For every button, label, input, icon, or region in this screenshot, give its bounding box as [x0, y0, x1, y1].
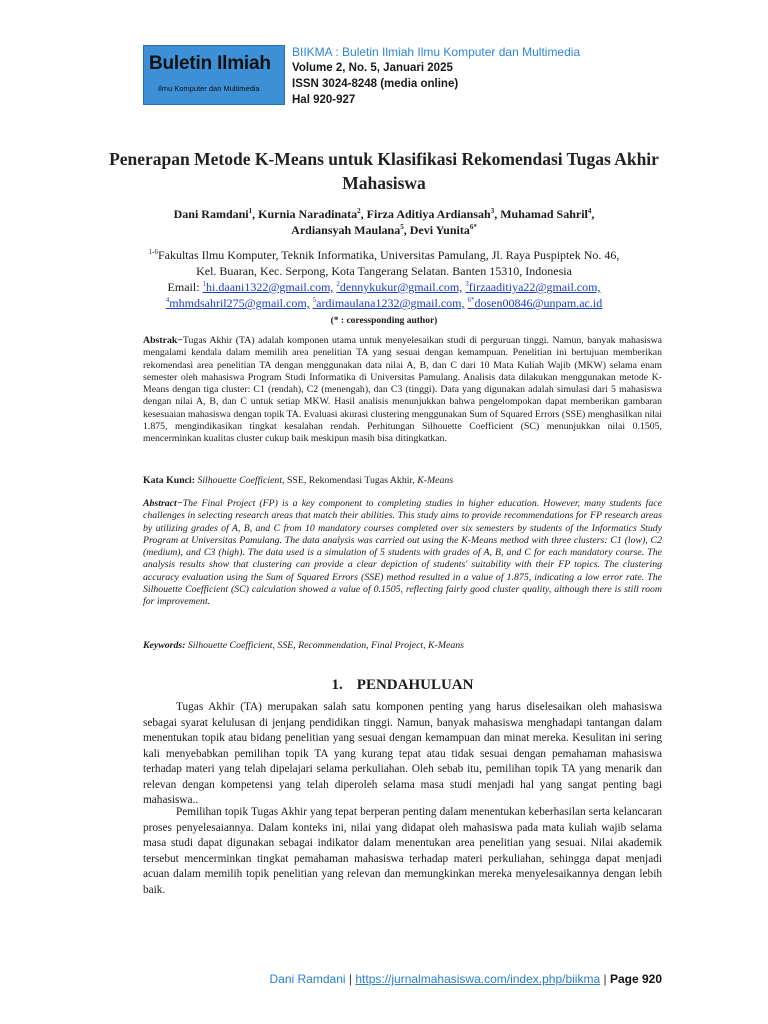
- email-link[interactable]: $^{6*}$dosen00846@unpam.ac.id: [467, 296, 603, 310]
- section-number: 1.: [331, 677, 343, 693]
- abstract-text: The Final Project (FP) is a key component to completing studies in higher education. However, many students face challenges in selecting research areas that match their abilities. This study aims to provide recommendations for FP research areas by utilizing grades of A, B, and C from 10 mandatory courses completed over six semesters by students of the Informatics Study Program at Universitas Pamulang. The data analysis was carried out using the K-Means method with three clusters: C1 (low), C2 (medium), and C3 (high). The data used is a simulation of 5 students with grades of A, B, and C for each mandatory course. The analysis results show that clustering can provide a clear depiction of students' suitability with their FP topics. The clustering accuracy evaluation using the Sum of Squared Errors (SSE) method resulted in a value of 1.875, indicating a low error rate. The Silhouette Coefficient (SC) calculation showed a value of 0.1505, reflecting fairly good cluster quality, although there is still room for improvement.: [143, 498, 662, 608]
- email-label: Email:: [167, 280, 200, 294]
- email-list: [166, 280, 602, 310]
- email-link[interactable]: $^3$firzaaditiya22@gmail.com,: [465, 280, 601, 294]
- journal-pages: Hal 920-927: [292, 94, 356, 106]
- section-heading: [143, 677, 662, 694]
- author-name: Firza Aditiya Ardiansah: [366, 207, 491, 221]
- author-name: Muhamad Sahril: [500, 207, 588, 221]
- affiliation-line: Fakultas Ilmu Komputer, Teknik Informatika, Universitas Pamulang, Jl. Raya Puspiptek No. 46,: [157, 248, 620, 262]
- journal-name: BIIKMA : Buletin Ilmiah Ilmu Komputer dan Multimedia: [292, 45, 581, 59]
- affiliation-line: Kel. Buaran, Kec. Serpong, Kota Tangerang Selatan. Banten 15310, Indonesia: [196, 264, 572, 278]
- page-number: Page 920: [609, 972, 662, 986]
- keywords-indonesian: [143, 475, 662, 487]
- logo-subtitle: Ilmu Komputer dan Multimedia: [158, 84, 260, 93]
- author-sup: 5: [400, 223, 404, 231]
- logo-title: Buletin Ilmiah: [149, 53, 271, 74]
- body-paragraph: Pemilihan topik Tugas Akhir yang tepat berperan penting dalam menentukan keberhasilan serta kelancaran proses penyelesaiannya. Dalam konteks ini, nilai yang didapat oleh mahasiswa pada mata kuliah wajib selama masa studi dapat digunakan sebagai indikator dalam menentukan area penelitian yang sesuai. Nilai akademik tersebut mencerminkan tingkat pemahaman mahasiswa terhadap materi perkuliahan, sehingga dapat menjadi acuan dalam memilih topik penelitian yang relevan dan memungkinkan mereka menyelesaikannya dengan lebih baik.: [143, 806, 662, 896]
- abstract-text: Tugas Akhir (TA) adalah komponen utama untuk menyelesaikan studi di perguruan tinggi. Namun, banyak mahasiswa mengalami kendala dalam memilih area penelitian TA yang sesuai dengan kemampuan. Penelitian ini bertujuan memberikan rekomendasi area penelitian TA dengan menggunakan data nilai A, B, dan C dari 10 Mata Kuliah Wajib (MKW) selama enam semester oleh mahasiswa Program Studi Informatika di Universitas Pamulang. Analisis data dilakukan menggunakan metode K-Means dengan tiga cluster: C1 (rendah), C2 (menengah), dan C3 (tinggi). Data yang digunakan adalah simulasi dari 5 mahasiswa dengan nilai A, B, dan C untuk setiap MKW. Hasil analisis menunjukkan bahwa pengelompokan dapat memberikan gambaran kesesuaian mahasiswa dengan topik TA. Evaluasi akurasi clustering menggunakan Sum of Squared Errors (SSE) menghasilkan nilai 1.875, mengindikasikan tingkat kesalahan rendah. Perhitungan Silhouette Coefficient (SC) menunjukkan nilai 0.1505, mencerminkan kualitas cluster cukup baik meskipun masih bisa ditingkatkan.: [143, 335, 662, 445]
- journal-info: [292, 44, 580, 108]
- footer-url-link[interactable]: https://jurnalmahasiswa.com/index.php/biikma: [355, 972, 601, 986]
- corresponding-note: (* : coressponding author): [330, 316, 438, 326]
- author-sup: 3: [490, 207, 495, 215]
- abstract-label: Abstract−: [143, 498, 183, 509]
- email-link[interactable]: $^4$mhmdsahril275@gmail.com,: [165, 296, 310, 310]
- page-footer: [270, 972, 663, 986]
- author-name: Devi Yunita: [409, 223, 470, 237]
- affiliation-sup: 1-6: [148, 248, 158, 256]
- author-list: Dani Ramdani$^1$, Kurnia Naradinata$^2$, Firza Aditiya Ardiansah$^3$, Muhamad Sahril$^4$, Ardiansyah Maulana$^5$, Devi Yunita$^{6*}$: [173, 207, 595, 237]
- author-name: Ardiansyah Maulana: [291, 223, 401, 237]
- journal-issn: ISSN 3024-8248 (media online): [292, 78, 459, 90]
- paper-title: Penerapan Metode K-Means untuk Klasifikasi Rekomendasi Tugas Akhir Mahasiswa: [109, 149, 659, 193]
- author-name: Dani Ramdani: [173, 207, 249, 221]
- keyword-italic: K-Means: [417, 475, 454, 486]
- abstract-english: [143, 498, 662, 609]
- author-name: Kurnia Naradinata: [258, 207, 358, 221]
- author-sup: 1: [248, 207, 253, 215]
- email-link[interactable]: $^2$dennykukur@gmail.com,: [336, 280, 463, 294]
- abstract-label: Abstrak−: [143, 335, 183, 346]
- abstract-indonesian: [143, 335, 662, 446]
- section-title: PENDAHULUAN: [356, 677, 474, 693]
- author-sup: 6*: [469, 223, 477, 231]
- keyword-text: , SSE, Rekomendasi Tugas Akhir,: [282, 475, 418, 486]
- footer-separator: |: [603, 972, 607, 986]
- email-link[interactable]: $^1$hi.daani1322@gmail.com,: [202, 280, 334, 294]
- affiliation: [80, 247, 688, 329]
- keywords-label: Kata Kunci:: [143, 475, 195, 486]
- footer-separator: |: [348, 972, 353, 986]
- body-paragraph: Tugas Akhir (TA) merupakan salah satu komponen penting yang harus diselesaikan oleh mahasiswa sebagai syarat kelulusan di jenjang pendidikan tinggi. Namun, banyak mahasiswa menghadapi tantangan dalam menentukan topik atau bidang penelitian yang sesuai dengan kemampuan dan minat mereka. Kesulitan ini sering kali menyebabkan pemilihan topik TA yang kurang tepat atau tidak sesuai dengan pemahaman mahasiswa terhadap materi yang telah dipelajari selama perkuliahan. Oleh sebab itu, pemilihan topik TA yang menarik dan relevan dengan kompetensi yang telah diperoleh selama masa studi menjadi hal yang sangat penting bagi mahasiswa..: [143, 701, 662, 806]
- author-sup: 2: [357, 207, 361, 215]
- email-link[interactable]: $^5$ardimaulana1232@gmail.com,: [312, 296, 465, 310]
- author-sup: 4: [587, 207, 592, 215]
- journal-logo: [143, 45, 285, 105]
- keyword-italic: Silhouette Coefficient: [197, 475, 283, 486]
- keyword-text: Silhouette Coefficient, SSE, Recommendation, Final Project, K-Means: [187, 640, 464, 651]
- footer-author: Dani Ramdani: [269, 972, 346, 986]
- journal-volume: Volume 2, No. 5, Januari 2025: [292, 62, 453, 74]
- keywords-label: Keywords:: [143, 640, 186, 651]
- keywords-english: [143, 640, 662, 652]
